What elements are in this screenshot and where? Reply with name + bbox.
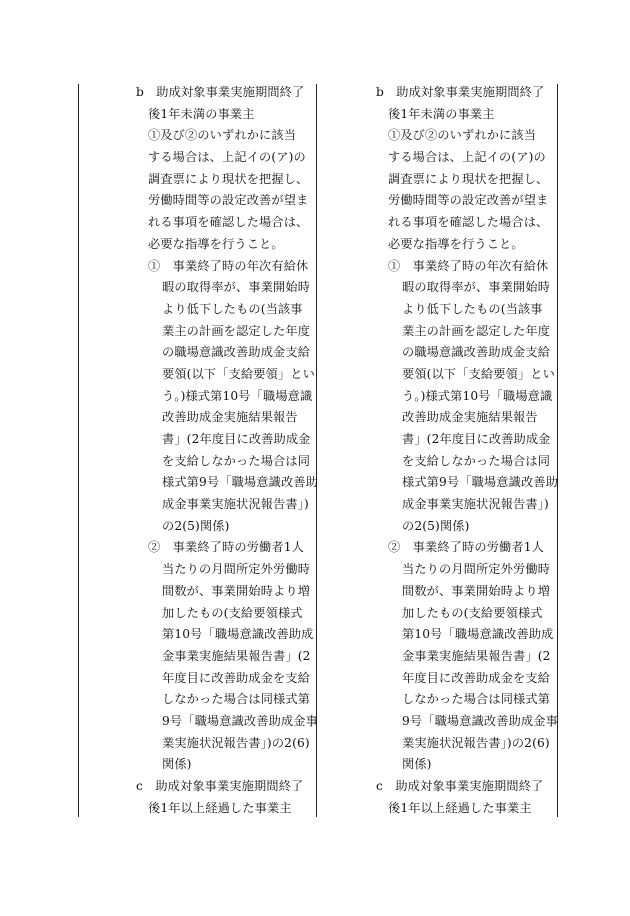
text-line: を支給しなかった場合は同 xyxy=(402,453,551,468)
text-line: れる事項を確認した場合は、 xyxy=(388,215,549,230)
item-b-heading: b 助成対象事業実施期間終了 xyxy=(376,85,545,99)
text-line: より低下したもの(当該事 xyxy=(402,301,543,316)
text-line: 間数が、事業開始時より増 xyxy=(402,583,551,598)
text-line: 必要な指導を行うこと。 xyxy=(388,236,524,251)
text-line: 業主の計画を認定した年度 xyxy=(162,323,311,338)
text-line: を支給しなかった場合は同 xyxy=(162,453,311,468)
text-line: 後1年以上経過した事業主 xyxy=(148,800,292,815)
center-divider-rule xyxy=(316,84,317,817)
text-line: 後1年以上経過した事業主 xyxy=(388,800,532,815)
text-line: 年度目に改善助成金を支給 xyxy=(402,670,551,685)
text-line: 必要な指導を行うこと。 xyxy=(148,236,284,251)
text-line: の職場意識改善助成金支給 xyxy=(162,345,311,360)
text-line: 調査票により現状を把握し、 xyxy=(388,171,549,186)
text-line: 要領(以下「支給要領」とい xyxy=(402,366,555,381)
text-line: 書」(2年度目に改善助成金 xyxy=(162,432,311,446)
text-line: 書」(2年度目に改善助成金 xyxy=(402,432,551,446)
text-line: 改善助成金実施結果報告 xyxy=(162,410,298,425)
text-line: 調査票により現状を把握し、 xyxy=(148,171,309,186)
text-line: 金事業実施結果報告書」(2 xyxy=(402,648,551,663)
text-line: する場合は、上記イの(ア)の xyxy=(388,150,546,165)
left-border-rule xyxy=(78,84,79,817)
text-line: 暇の取得率が、事業開始時 xyxy=(402,280,551,295)
text-line: の2(5)関係) xyxy=(162,518,230,533)
item-2-heading: ② 事業終了時の労働者1人 xyxy=(148,540,304,555)
text-line: れる事項を確認した場合は、 xyxy=(148,215,309,230)
text-line: ①及び②のいずれかに該当 xyxy=(388,128,537,143)
text-line: 当たりの月間所定外労働時 xyxy=(162,562,311,577)
text-line: 加したもの(支給要領様式 xyxy=(162,605,303,620)
text-line: 9号「職場意識改善助成金事 xyxy=(402,713,558,728)
text-line: う。)様式第10号「職場意識 xyxy=(162,388,313,403)
text-line: の2(5)関係) xyxy=(402,518,470,533)
text-line: 成金事業実施状況報告書」) xyxy=(402,497,549,512)
text-line: 様式第9号「職場意識改善助 xyxy=(402,475,558,490)
text-line: より低下したもの(当該事 xyxy=(162,301,303,316)
text-line: 成金事業実施状況報告書」) xyxy=(162,497,309,512)
text-line: 様式第9号「職場意識改善助 xyxy=(162,475,318,490)
text-line: 第10号「職場意識改善助成 xyxy=(162,627,314,642)
text-line: 業実施状況報告書」)の2(6) xyxy=(162,735,310,750)
text-line: 関係) xyxy=(162,757,192,772)
text-line: する場合は、上記イの(ア)の xyxy=(148,150,306,165)
text-line: 労働時間等の設定改善が望ま xyxy=(148,193,309,208)
text-line: 第10号「職場意識改善助成 xyxy=(402,627,554,642)
text-line: 後1年未満の事業主 xyxy=(388,106,495,121)
text-line: ①及び②のいずれかに該当 xyxy=(148,128,297,143)
text-line: 間数が、事業開始時より増 xyxy=(162,583,311,598)
text-line: 暇の取得率が、事業開始時 xyxy=(162,280,311,295)
text-line: 業主の計画を認定した年度 xyxy=(402,323,551,338)
item-1-heading: ① 事業終了時の年次有給休 xyxy=(388,258,549,273)
text-line: しなかった場合は同様式第 xyxy=(402,692,551,707)
text-line: しなかった場合は同様式第 xyxy=(162,692,311,707)
text-line: 改善助成金実施結果報告 xyxy=(402,410,538,425)
text-line: 金事業実施結果報告書」(2 xyxy=(162,648,311,663)
item-1-heading: ① 事業終了時の年次有給休 xyxy=(148,258,309,273)
text-line: 後1年未満の事業主 xyxy=(148,106,255,121)
text-line: 業実施状況報告書」)の2(6) xyxy=(402,735,550,750)
item-b-heading: b 助成対象事業実施期間終了 xyxy=(136,85,305,99)
item-c-heading: c 助成対象事業実施期間終了 xyxy=(376,779,544,793)
right-column xyxy=(376,82,558,819)
text-line: の職場意識改善助成金支給 xyxy=(402,345,551,360)
right-border-rule xyxy=(557,84,558,817)
text-line: 関係) xyxy=(402,757,432,772)
text-line: 労働時間等の設定改善が望ま xyxy=(388,193,549,208)
text-line: 加したもの(支給要領様式 xyxy=(402,605,543,620)
item-c-heading: c 助成対象事業実施期間終了 xyxy=(136,779,304,793)
text-line: 9号「職場意識改善助成金事 xyxy=(162,713,318,728)
item-2-heading: ② 事業終了時の労働者1人 xyxy=(388,540,544,555)
text-line: 年度目に改善助成金を支給 xyxy=(162,670,311,685)
text-line: う。)様式第10号「職場意識 xyxy=(402,388,553,403)
left-column xyxy=(136,82,318,819)
text-line: 当たりの月間所定外労働時 xyxy=(402,562,551,577)
text-line: 要領(以下「支給要領」とい xyxy=(162,366,315,381)
